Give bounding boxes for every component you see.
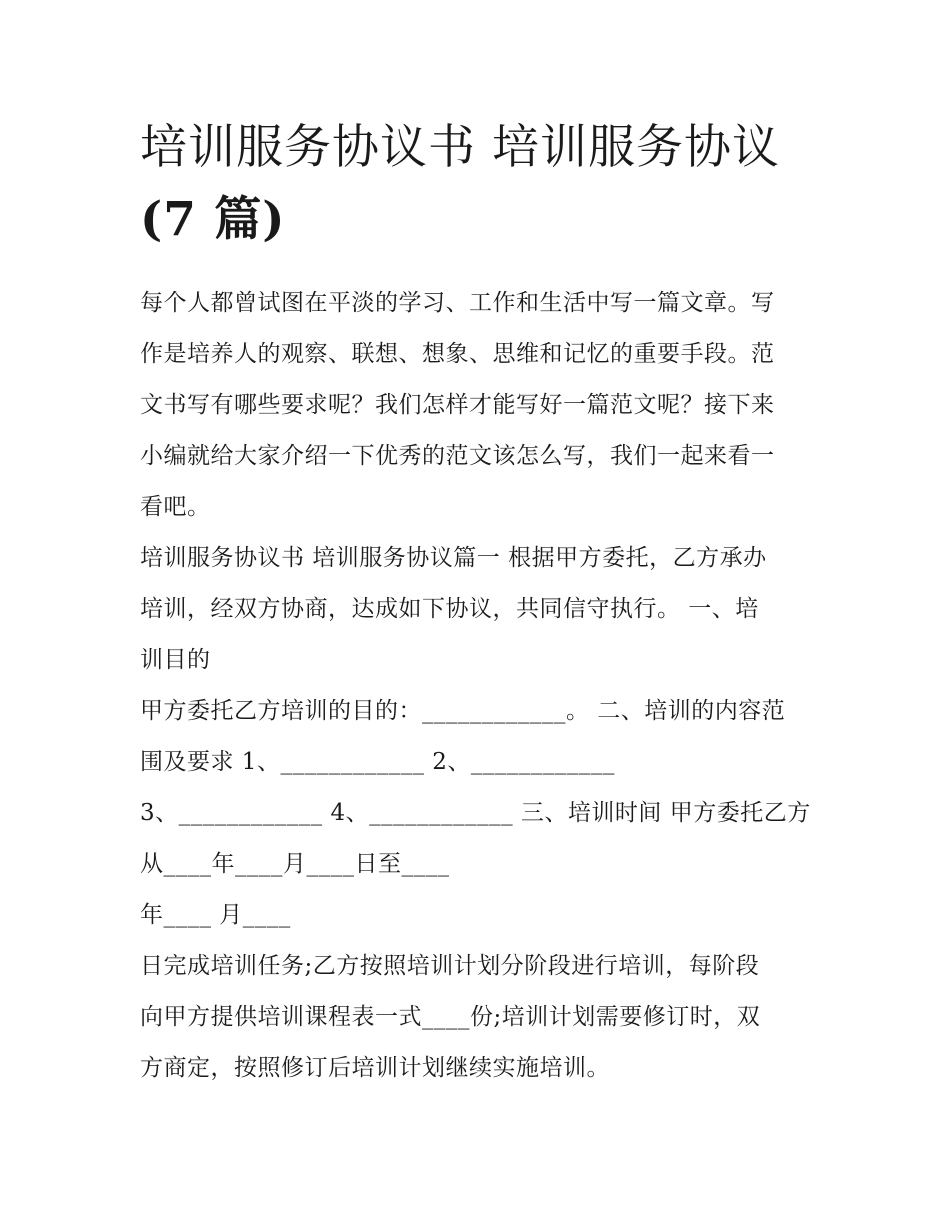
training-purpose-paragraph	[140, 686, 812, 788]
text-line: 训目的	[140, 647, 211, 673]
document-title	[140, 112, 812, 256]
title-line-1: 培训服务协议书 培训服务协议	[140, 120, 780, 175]
text-line: 作是培养人的观察、联想、想象、思维和记忆的重要手段。范	[140, 341, 775, 367]
text-line: 小编就给大家介绍一下优秀的范文该怎么写，我们一起来看一	[140, 443, 775, 469]
text-line: 方商定，按照修订后培训计划继续实施培训。	[140, 1055, 610, 1081]
text-line: 文书写有哪些要求呢？我们怎样才能写好一篇范文呢？接下来	[140, 392, 775, 418]
text-line: 日完成培训任务;乙方按照培训计划分阶段进行培训，每阶段	[140, 953, 760, 979]
text-line: 年____ 月____	[140, 902, 291, 928]
text-line: 培训服务协议书 培训服务协议篇一 根据甲方委托，乙方承办	[140, 545, 767, 571]
document-page	[140, 112, 812, 1094]
text-line: 培训，经双方协商，达成如下协议，共同信守执行。 一、培	[140, 596, 759, 622]
training-time-paragraph	[140, 788, 812, 890]
date-paragraph	[140, 890, 812, 941]
text-line: 向甲方提供培训课程表一式____份;培训计划需要修订时，双	[140, 1004, 761, 1030]
title-line-2: (7 篇)	[140, 192, 286, 247]
text-line: 围及要求 1、____________ 2、____________	[140, 749, 615, 775]
text-line: 甲方委托乙方培训的目的：____________。 二、培训的内容范	[140, 698, 786, 724]
text-line: 从____年____月____日至____	[140, 851, 450, 877]
text-line: 3、____________ 4、____________ 三、培训时间 甲方委托乙方	[140, 800, 811, 826]
intro-paragraph	[140, 278, 812, 533]
training-completion-paragraph	[140, 941, 812, 1094]
agreement-intro-paragraph	[140, 533, 812, 686]
text-line: 看吧。	[140, 494, 211, 520]
text-line: 每个人都曾试图在平淡的学习、工作和生活中写一篇文章。写	[140, 290, 775, 316]
